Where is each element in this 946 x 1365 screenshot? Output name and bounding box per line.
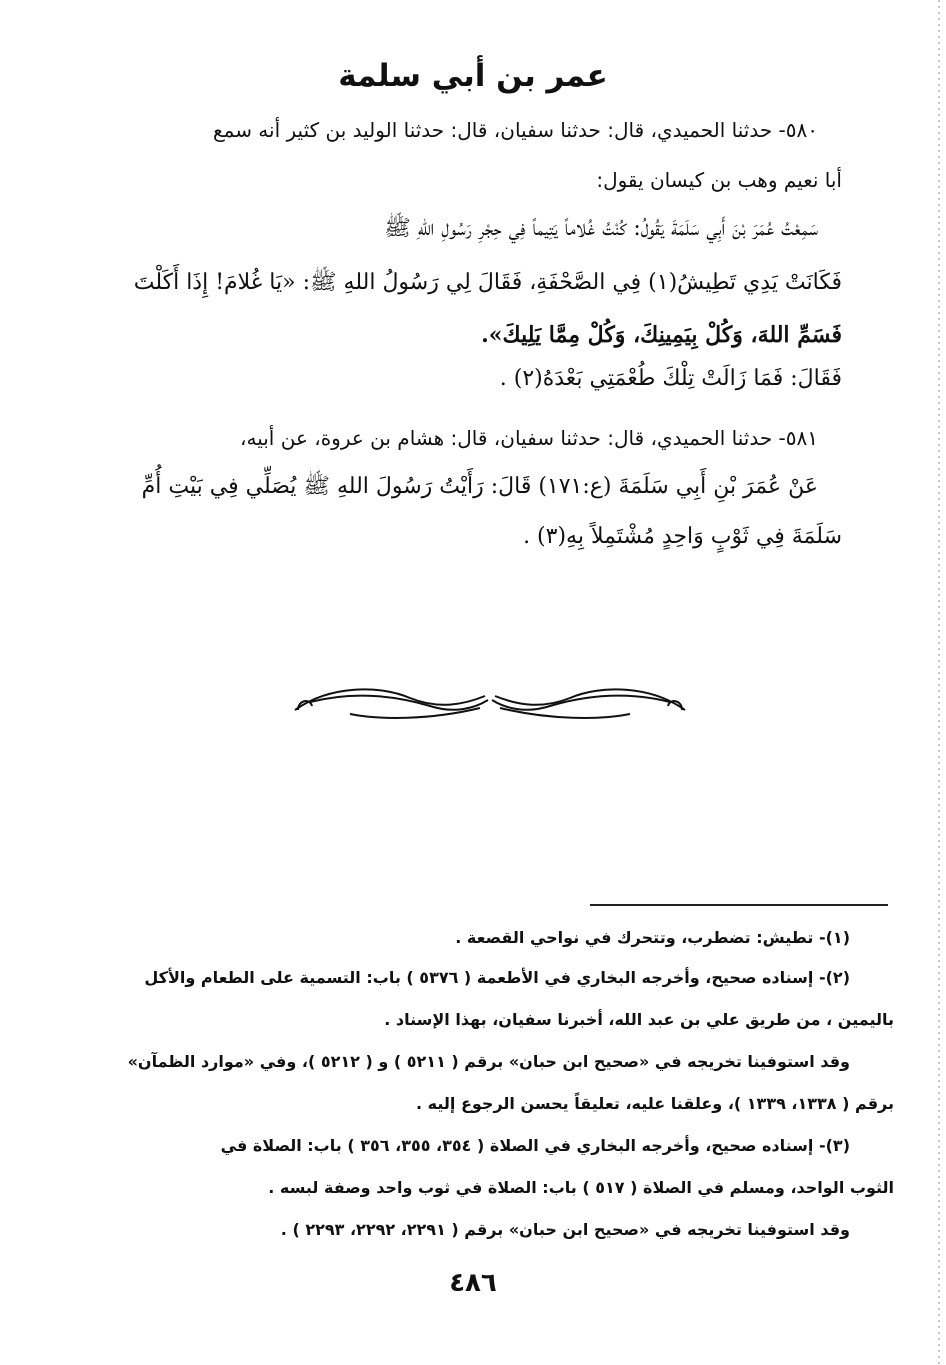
hadith-580-line-5: فَسَمِّ اللهَ، وَكُلْ بِيَمِينِكَ، وَكُلْ مِمَّا يَلِيكَ». <box>481 322 842 348</box>
footnote-2: (٢)- إسناده صحيح، وأخرجه البخاري في الأطعمة ( ٥٣٧٦ ) باب: التسمية على الطعام والأكل <box>144 968 850 987</box>
hadith-580-line-4: فَكَانَتْ يَدِي تَطِيشُ(١) فِي الصَّحْفَةِ، فَقَالَ لِي رَسُولُ اللهِ ﷺ: «يَا غُلامَ! إِذَا أَكَلْتَ <box>133 270 842 295</box>
hadith-581-line-1: ٥٨١- حدثنا الحميدي، قال: حدثنا سفيان، قال: هشام بن عروة، عن أبيه، <box>240 426 818 450</box>
hadith-580-line-6: فَقَالَ: فَمَا زَالَتْ تِلْكَ طُعْمَتِي بَعْدَهُ(٢) . <box>499 366 842 391</box>
page-title: عمر بن أبي سلمة <box>338 58 608 94</box>
footnote-3: (٣)- إسناده صحيح، وأخرجه البخاري في الصلاة ( ٣٥٤، ٣٥٥، ٣٥٦ ) باب: الصلاة في <box>220 1136 850 1155</box>
page-number: ٤٨٦ <box>449 1268 497 1298</box>
footnote-separator <box>590 904 888 906</box>
ornament-divider <box>290 670 690 730</box>
footnote-1: (١)- تطيش: تضطرب، وتتحرك في نواحي القصعة . <box>455 928 850 947</box>
footnote-2-cont: باليمين ، من طريق علي بن عبد الله، أخبرنا سفيان، بهذا الإسناد . <box>384 1010 894 1029</box>
hadith-580-line-3: سَمِعْتُ عُمَرَ بْنَ أَبِي سَلَمَةَ يَقُولُ: كُنْتُ غُلاماً يَتِيماً فِي حِجْرِ رَسُولِ اللهِ ﷺ <box>384 216 818 241</box>
footnote-3-cont: الثوب الواحد، ومسلم في الصلاة ( ٥١٧ ) باب: الصلاة في ثوب واحد وصفة لبسه . <box>268 1178 894 1197</box>
footnote-3-extra: وقد استوفينا تخريجه في «صحيح ابن حبان» برقم ( ٢٢٩١، ٢٢٩٢، ٢٢٩٣ ) . <box>280 1220 850 1239</box>
hadith-581-line-3: سَلَمَةَ فِي ثَوْبٍ وَاحِدٍ مُشْتَمِلاً بِهِ(٣) . <box>523 524 842 549</box>
hadith-580-line-1: ٥٨٠- حدثنا الحميدي، قال: حدثنا سفيان، قال: حدثنا الوليد بن كثير أنه سمع <box>212 118 818 142</box>
hadith-580-line-2: أبا نعيم وهب بن كيسان يقول: <box>596 168 842 192</box>
hadith-581-line-2: عَنْ عُمَرَ بْنِ أَبِي سَلَمَةَ (ع:١٧١) قَالَ: رَأَيْتُ رَسُولَ اللهِ ﷺ يُصَلِّي فِي بَيْتِ أُمِّ <box>141 474 818 499</box>
footnote-2-extra: وقد استوفينا تخريجه في «صحيح ابن حبان» برقم ( ٥٢١١ ) و ( ٥٢١٢ )، وفي «موارد الظمآن» <box>127 1052 850 1071</box>
footnote-2-extra-cont: برقم ( ١٣٣٨، ١٣٣٩ )، وعلقنا عليه، تعليقاً يحسن الرجوع إليه . <box>416 1094 894 1113</box>
